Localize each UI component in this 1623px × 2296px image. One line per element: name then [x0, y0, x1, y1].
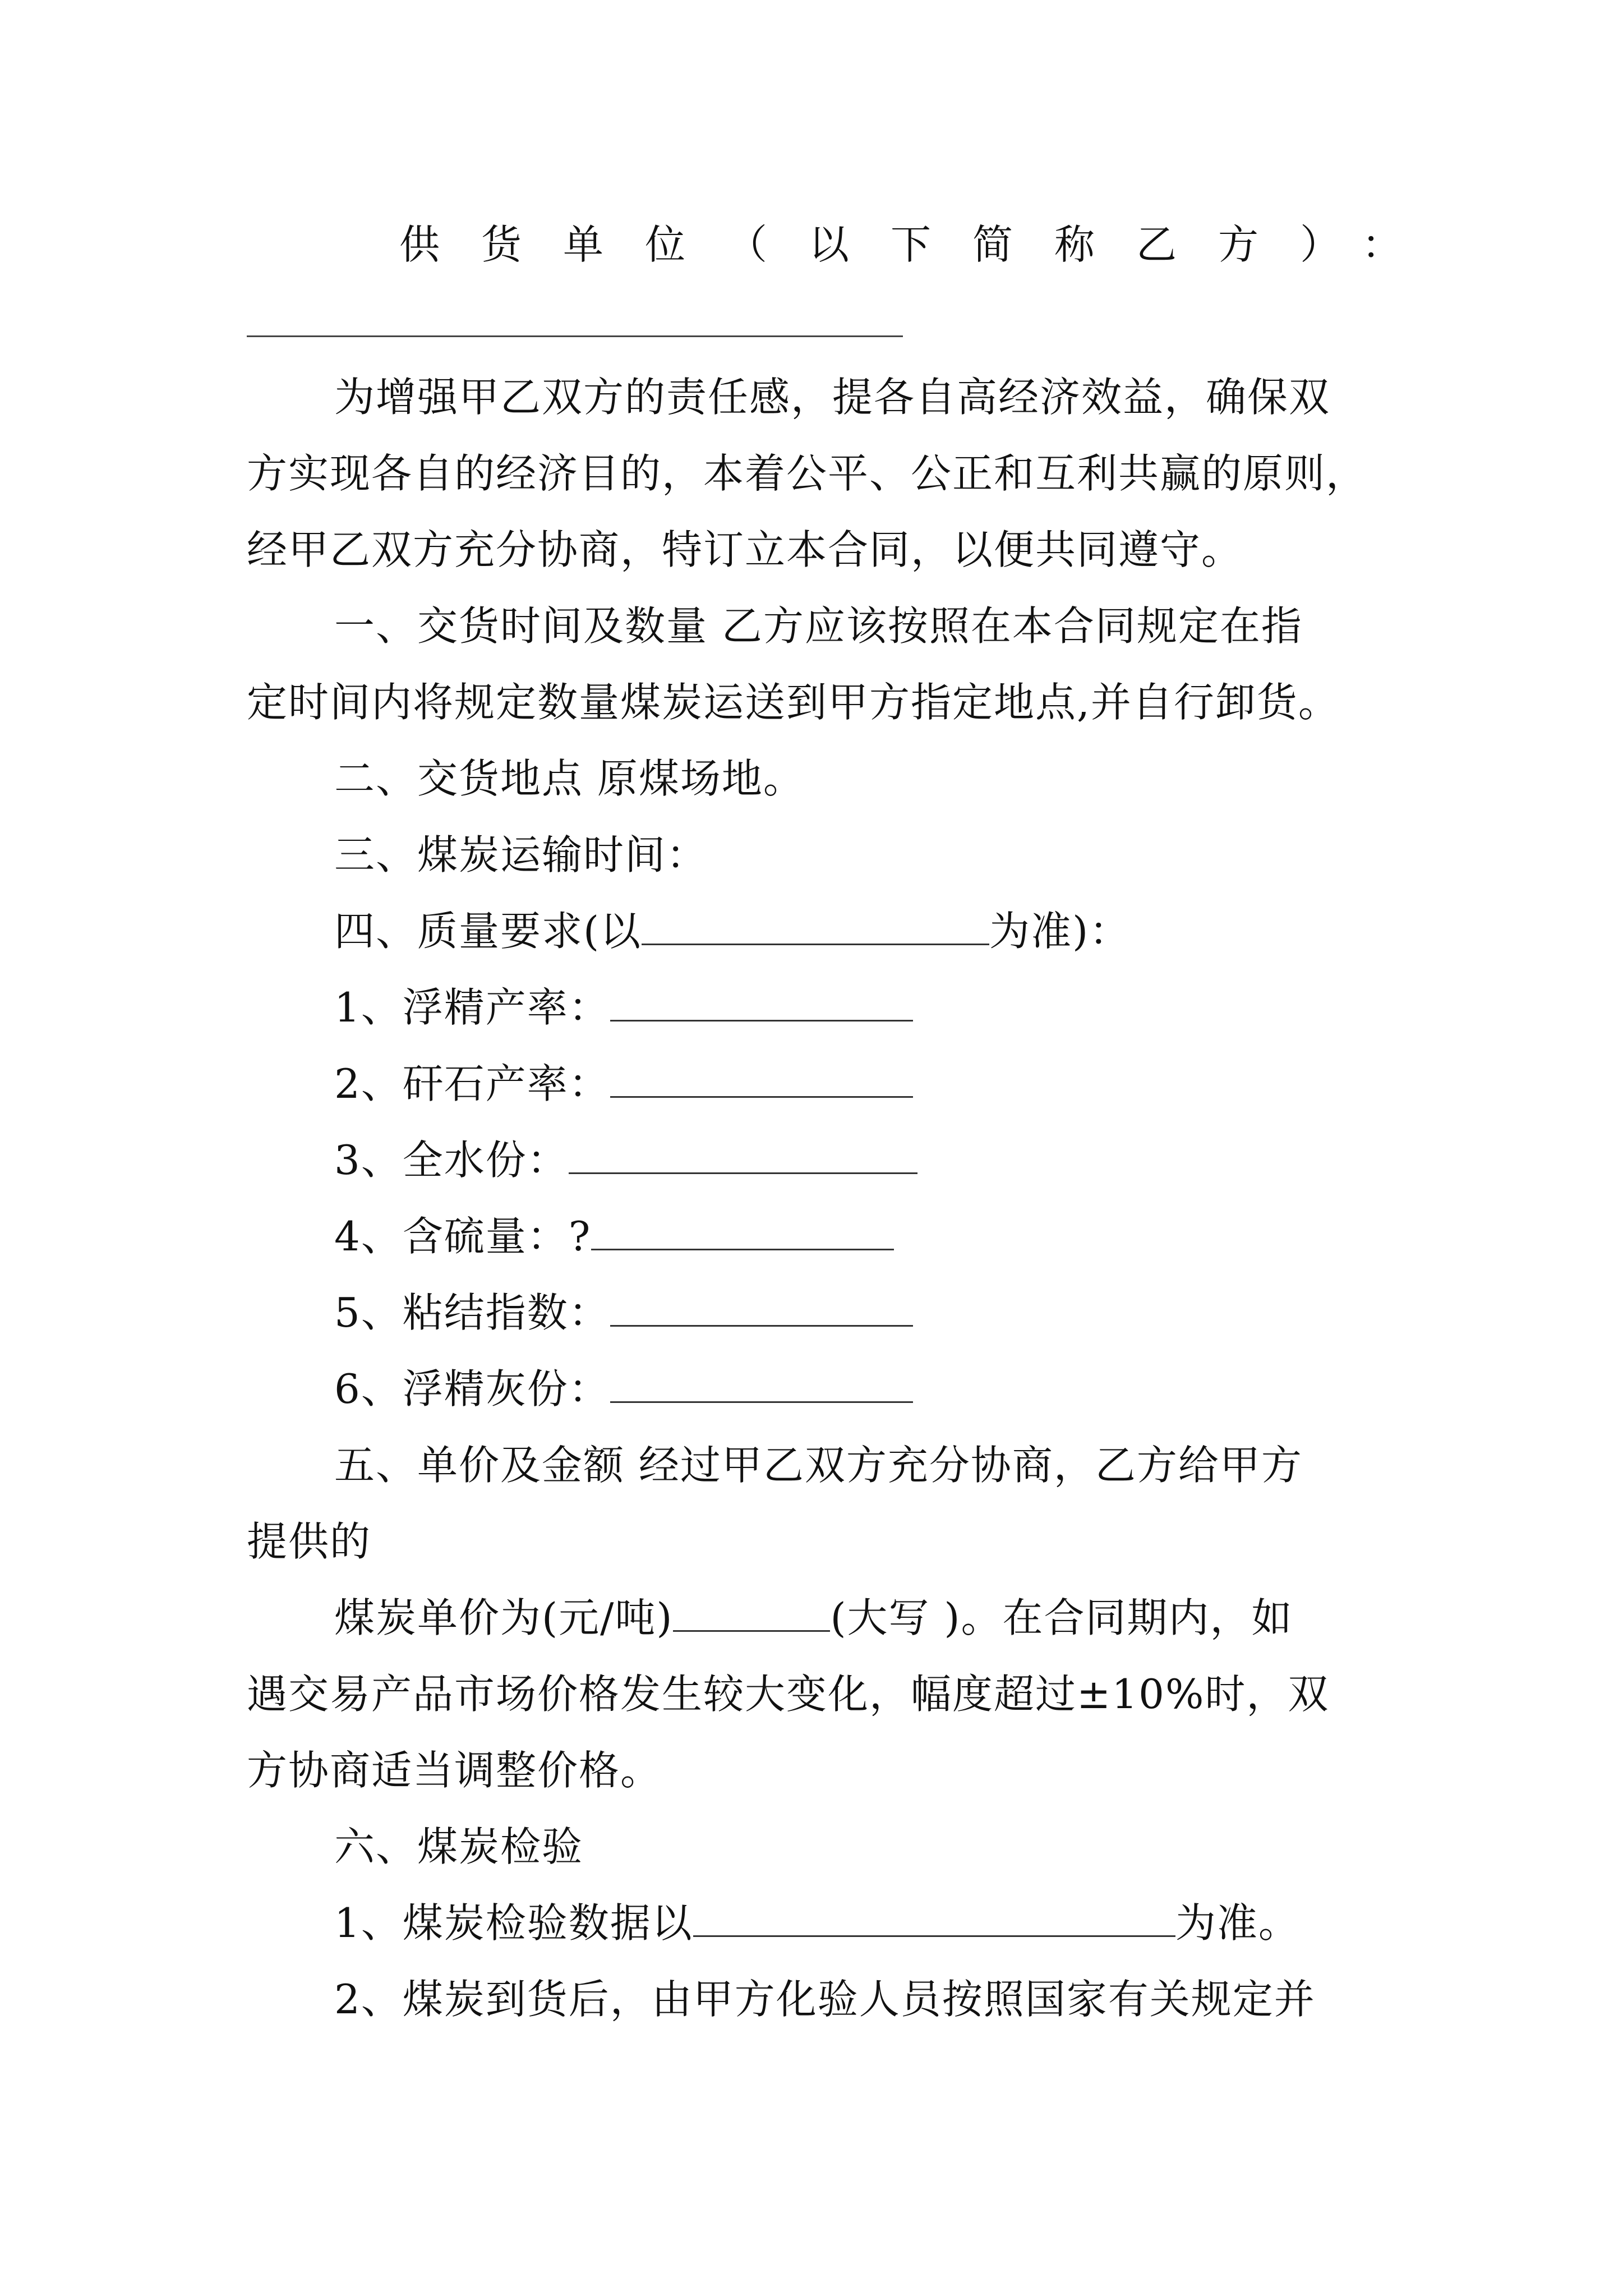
section-three: 三、煤炭运输时间： — [334, 831, 708, 878]
section-five-line-3 — [334, 1591, 1473, 1645]
quality-item-4 — [334, 1209, 1473, 1263]
unit-price-capital: (大写 )。在合同期内，如 — [830, 1594, 1293, 1641]
unit-price-label: 煤炭单价为(元/吨) — [334, 1594, 674, 1641]
inspection-item-1-after: 为准。 — [1175, 1899, 1300, 1947]
quality-item-1 — [334, 981, 1473, 1034]
quality-standard-blank — [642, 905, 989, 945]
inspection-item-1-label: 1、煤炭检验数据以 — [334, 1899, 693, 1947]
section-two: 二、交货地点 原煤场地。 — [334, 755, 805, 802]
quality-item-5-label: 5、粘结指数： — [334, 1289, 610, 1336]
quality-label-before: 四、质量要求(以 — [334, 908, 642, 955]
quality-item-5 — [334, 1286, 1473, 1340]
paragraph-line-2: 方实现各自的经济目的，本着公平、公正和互利共赢的原则， — [247, 450, 1368, 497]
section-one-line-2: 定时间内将规定数量煤炭运送到甲方指定地点,并自行卸货。 — [247, 679, 1340, 726]
quality-item-5-blank — [610, 1287, 913, 1327]
supplier-label: 供货单位（以下简称乙方） — [399, 221, 1362, 268]
quality-item-3-blank — [569, 1134, 917, 1174]
quality-item-3 — [334, 1133, 1473, 1187]
quality-label-after: 为准)： — [989, 908, 1131, 955]
supplier-colon: ： — [1362, 221, 1444, 268]
inspection-standard-blank — [693, 1897, 1175, 1937]
supplier-name-blank-line — [247, 335, 903, 337]
quality-item-1-label: 1、浮精产率： — [334, 984, 610, 1031]
supplier-header — [399, 218, 1444, 272]
quality-item-4-label: 4、含硫量：? — [334, 1213, 592, 1260]
quality-item-3-label: 3、全水份： — [334, 1137, 569, 1184]
quality-item-2-label: 2、矸石产率： — [334, 1060, 610, 1107]
quality-item-4-blank — [591, 1211, 894, 1250]
section-four-quality — [334, 904, 1473, 958]
quality-item-6-label: 6、浮精灰份： — [334, 1365, 610, 1412]
section-five-line-1: 五、单价及金额 经过甲乙双方充分协商，乙方给甲方 — [334, 1442, 1303, 1489]
inspection-item-2: 2、煤炭到货后，由甲方化验人员按照国家有关规定并 — [334, 1976, 1316, 2023]
quality-item-2-blank — [610, 1058, 913, 1098]
paragraph-line-3: 经甲乙双方充分协商，特订立本合同，以便共同遵守。 — [247, 526, 1243, 573]
section-five-line-2: 提供的 — [247, 1518, 372, 1565]
section-one-line-1: 一、交货时间及数量 乙方应该按照在本合同规定在指 — [334, 602, 1303, 650]
quality-item-2 — [334, 1057, 1473, 1111]
quality-item-6 — [334, 1362, 1473, 1416]
section-five-line-5: 方协商适当调整价格。 — [247, 1747, 662, 1794]
unit-price-blank — [673, 1592, 830, 1632]
inspection-item-1 — [334, 1896, 1473, 1950]
quality-item-6-blank — [610, 1363, 913, 1403]
paragraph-line-1: 为增强甲乙双方的责任感，提各自高经济效益，确保双 — [334, 374, 1331, 421]
section-six-heading: 六、煤炭检验 — [334, 1823, 584, 1870]
section-five-line-4: 遇交易产品市场价格发生较大变化，幅度超过±10%时，双 — [247, 1671, 1330, 1718]
quality-item-1-blank — [610, 982, 913, 1022]
